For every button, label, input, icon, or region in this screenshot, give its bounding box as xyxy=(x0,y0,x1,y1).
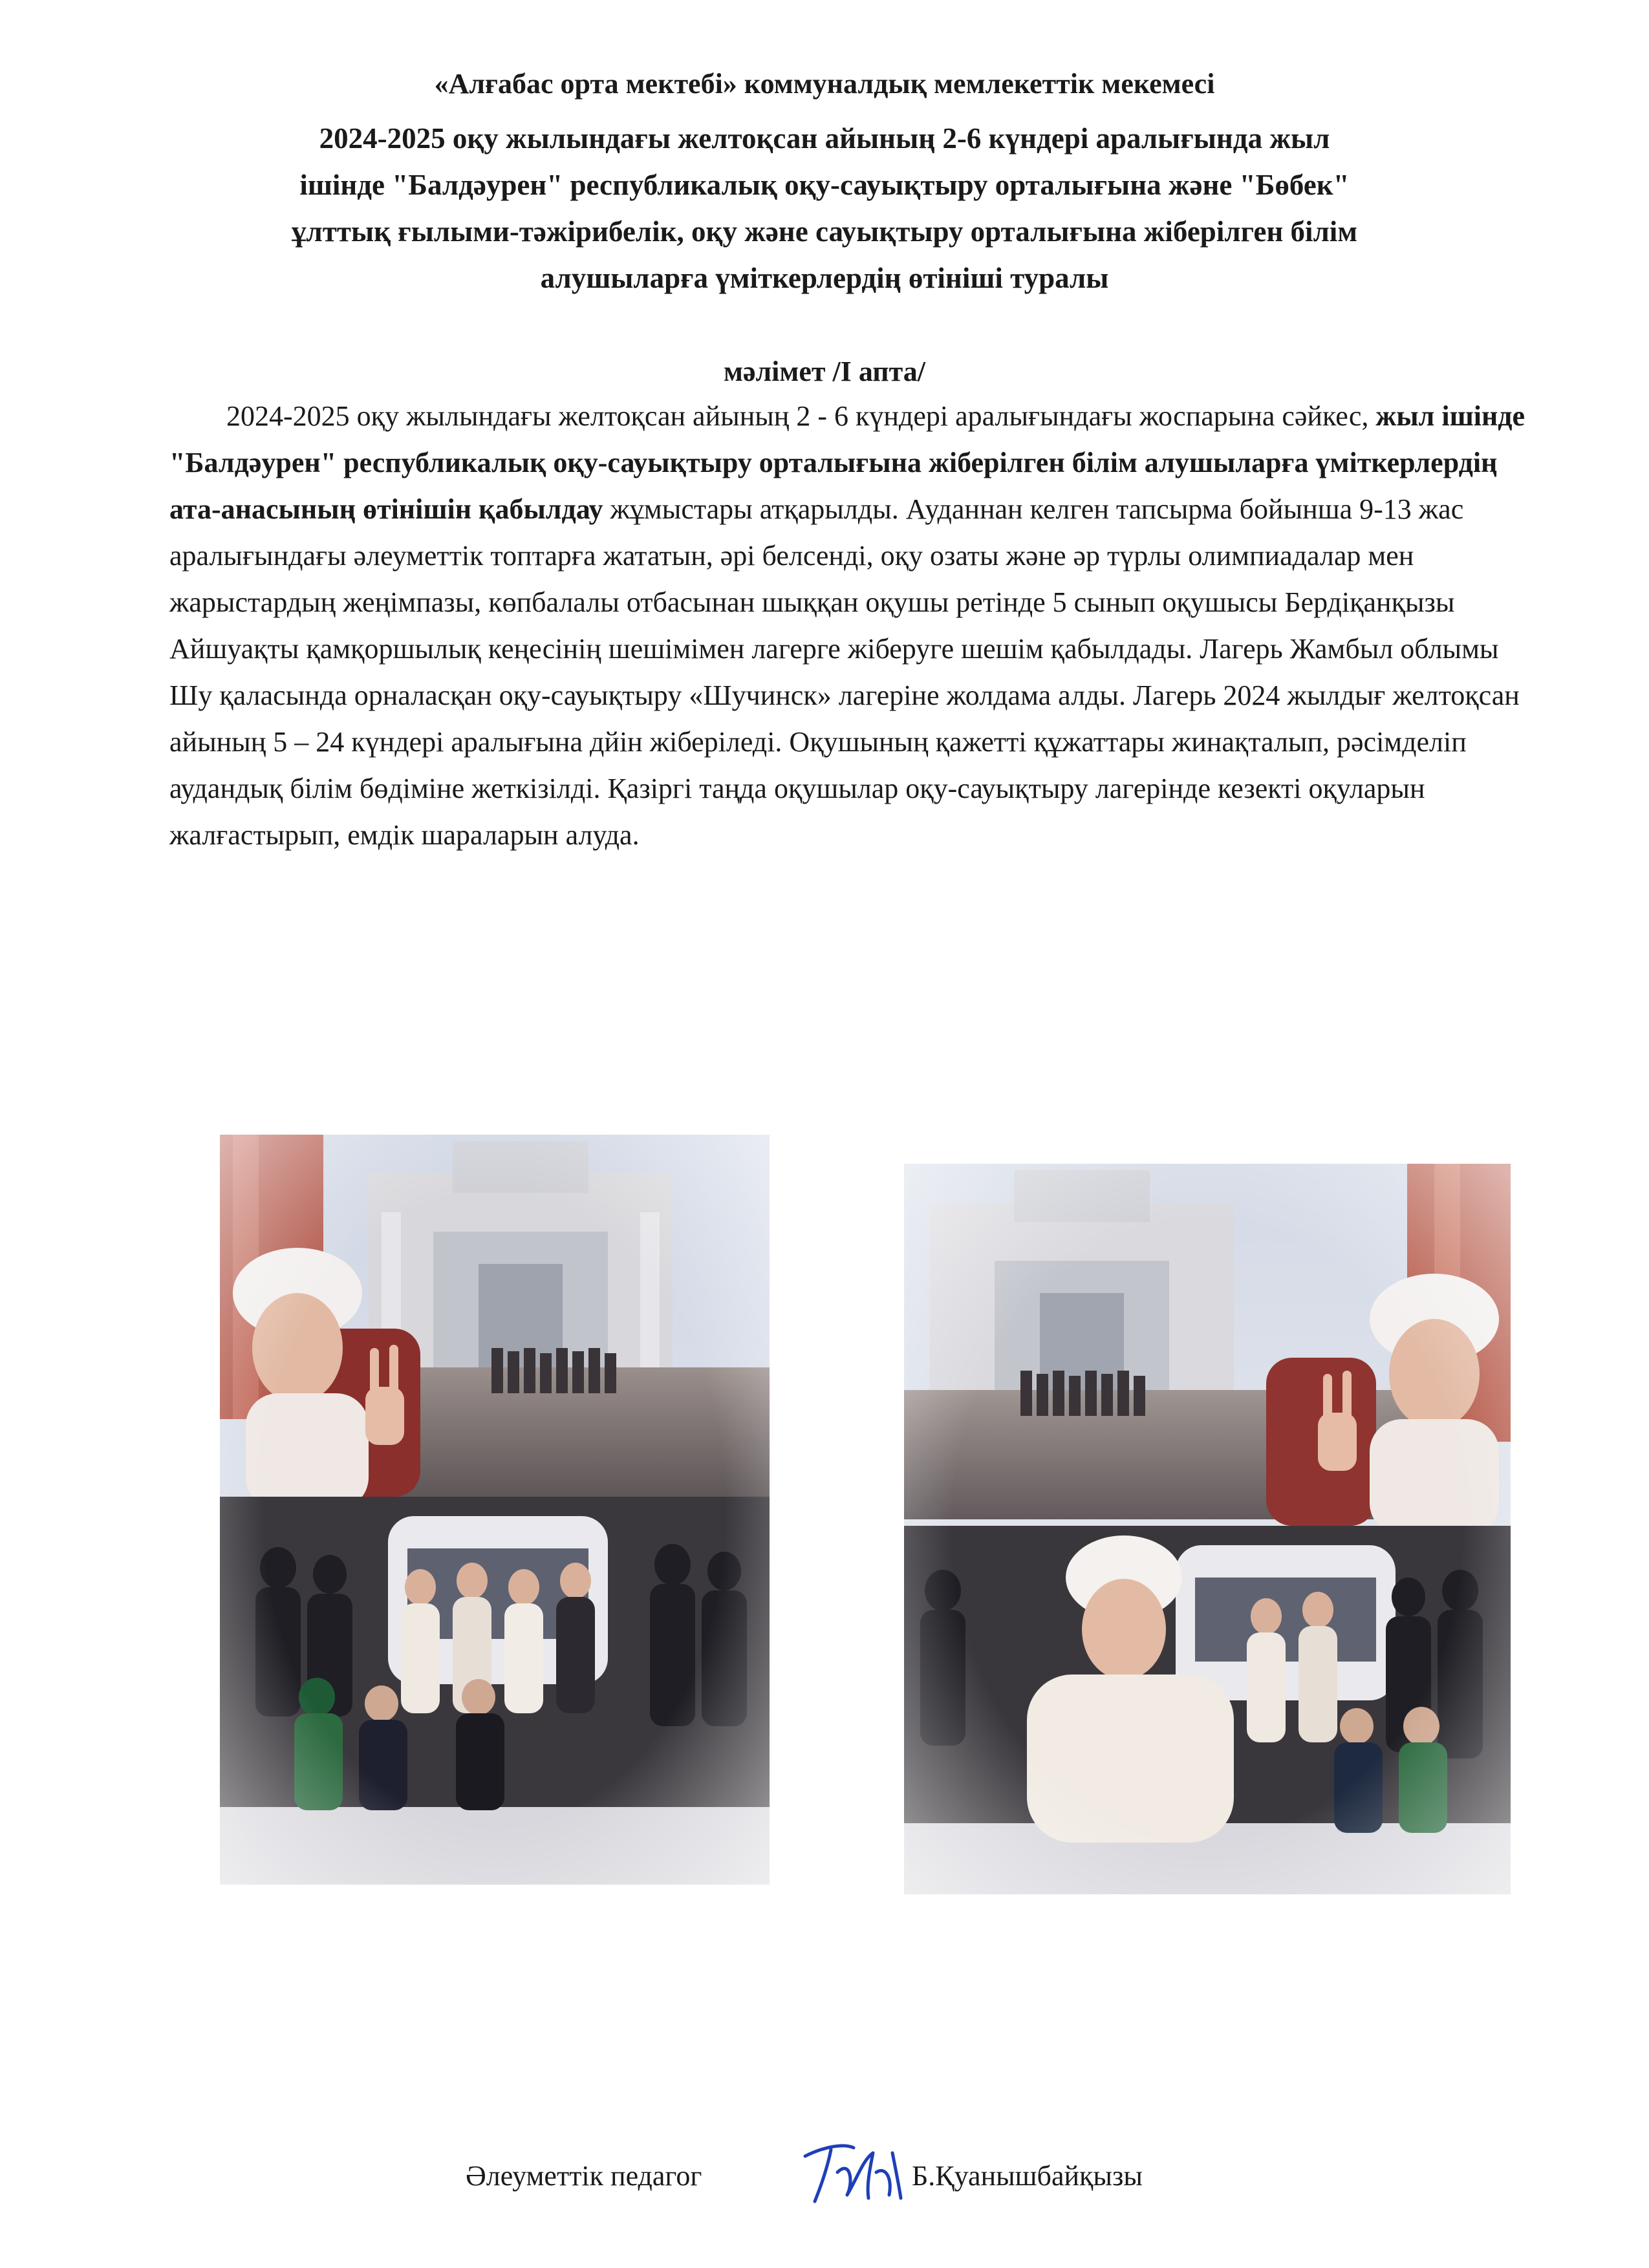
signature-block xyxy=(466,2134,1306,2211)
photo-collage-left xyxy=(220,1135,770,1885)
title-line: алушыларға үміткерлердің өтініші туралы xyxy=(540,262,1109,294)
signatory-name: Б.Қуанышбайқызы xyxy=(912,2160,1143,2192)
handwritten-signature xyxy=(792,2134,909,2211)
signatory-role: Әлеуметтік педагог xyxy=(466,2160,702,2192)
body-text-bold: жыл ішінде "Балдәурен" республикалық оқу-сауықтыру орталығына жіберілген білім алушыларға үміткерлердің ата-анасының өтінішін қабылдау xyxy=(169,400,1525,525)
title-line: ішінде "Балдәурен" республикалық оқу-сауықтыру орталығына және "Бөбек" xyxy=(299,169,1350,201)
title-line: 2024-2025 оқу жылындағы желтоқсан айының 2-6 күндері аралығында жыл xyxy=(319,122,1330,155)
document-title xyxy=(129,115,1520,301)
photo-collage-right-image xyxy=(904,1164,1511,1894)
photo-collage-right xyxy=(904,1164,1511,1894)
body-text-part: 2024-2025 оқу жылындағы желтоқсан айының 2 - 6 күндері аралығындағы жоспарына сәйкес, xyxy=(226,400,1369,432)
photo-collage-left-image xyxy=(220,1135,770,1885)
document-subtitle: мәлімет /І апта/ xyxy=(723,356,926,387)
body-text-part: жұмыстары атқарылды. Ауданнан келген тапсырма бойынша 9-13 жас аралығындағы әлеуметтік топтарға жататын, әрі белсенді, оқу озаты және әр түрлы олимпиадалар мен жарыстардың жеңімпазы, көпбалалы отбасынан шыққан оқушы ретінде 5 сынып оқушысы Бердіқанқызы Айшуақты қамқоршылық кеңесінің шешімімен лагерге жіберуге шешім қабылдады. Лагерь Жамбыл облымы Шу қаласында орналасқан оқу-сауықтыру «Шучинск» лагеріне жолдама алды. Лагерь 2024 жылдығ желтоқсан айының 5 – 24 күндері аралығына дйін жіберіледі. Оқушының қажетті құжаттары жинақталып, рәсімделіп аудандық білім бөдіміне жеткізілді. Қазіргі таңда оқушылар оқу-сауықтыру лагерінде кезекті оқуларын жалғастырып, емдік шараларын алуда. xyxy=(169,493,1520,851)
institution-name: «Алғабас орта мектебі» коммуналдық мемлекеттік мекемесі xyxy=(434,68,1215,100)
title-line: ұлттық ғылыми-тәжірибелік, оқу және сауықтыру орталығына жіберілген білім xyxy=(292,215,1357,248)
body-paragraph xyxy=(169,393,1547,859)
